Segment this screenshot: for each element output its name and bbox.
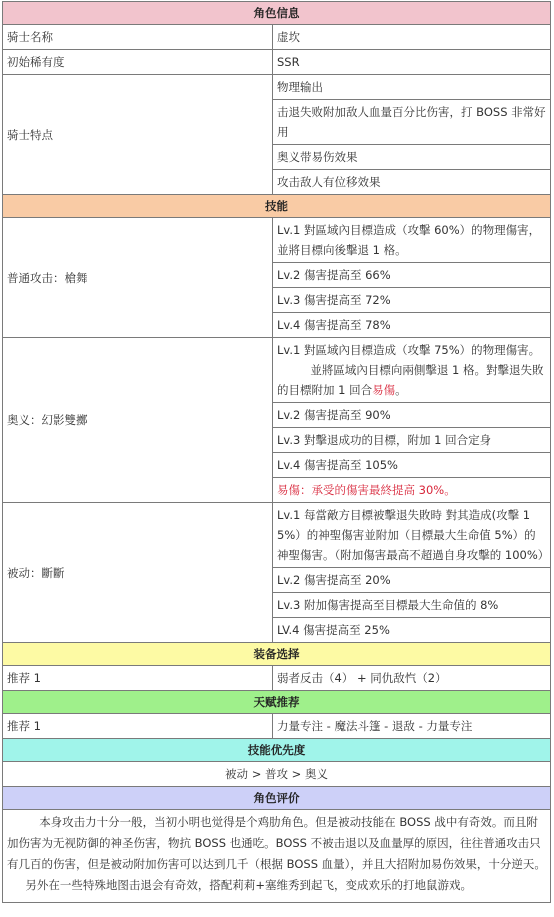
skill-level-row — [3, 338, 551, 403]
rarity-value: SSR — [273, 50, 551, 75]
character-guide-table — [2, 1, 551, 903]
section-title-talent: 天赋推荐 — [3, 691, 551, 714]
talent-value: 力量专注 - 魔法斗篷 - 退敌 - 力量专注 — [273, 714, 551, 739]
ultimate-lv1-end: 。 — [395, 383, 407, 397]
row-knight-name — [3, 25, 551, 50]
section-title-priority: 技能优先度 — [3, 739, 551, 762]
skill-level: Lv.3 傷害提高至 72% — [273, 288, 551, 313]
trait-item: 击退失败附加敌人血量百分比伤害，打 BOSS 非常好用 — [273, 100, 551, 145]
vulnerable-note: 易傷：承受的傷害最終提高 30%。 — [273, 478, 551, 503]
skill-level: Lv.4 傷害提高至 105% — [273, 453, 551, 478]
ultimate-lv1-line2: 並將區域內目標向兩側擊退 1 格。對擊退失敗的目標附加 1 回合 — [277, 363, 544, 397]
knight-name-label: 骑士名称 — [3, 25, 273, 50]
trait-item: 奥义带易伤效果 — [273, 145, 551, 170]
skill-name-normal-attack: 普通攻击：槍舞 — [3, 218, 273, 338]
skill-level: LV.4 傷害提高至 25% — [273, 618, 551, 643]
traits-label: 骑士特点 — [3, 75, 273, 195]
section-title-equipment: 装备选择 — [3, 643, 551, 666]
section-header-talent — [3, 691, 551, 714]
section-header-evaluation — [3, 787, 551, 810]
skill-name-ultimate: 奥义：幻影雙擲 — [3, 338, 273, 503]
section-header-priority — [3, 739, 551, 762]
skill-level: Lv.3 附加傷害提高至目標最大生命值的 8% — [273, 593, 551, 618]
skill-level: Lv.1 每當敵方目標被擊退失敗時 對其造成(攻擊 15%）的神聖傷害並附加（目標最大生命值 5%）的神聖傷害。（附加傷害最高不超過自身攻擊的 100%） — [273, 503, 551, 568]
skill-level — [273, 338, 551, 403]
section-header-info — [3, 2, 551, 25]
vulnerable-keyword: 易傷 — [372, 383, 396, 397]
skill-level: Lv.4 傷害提高至 78% — [273, 313, 551, 338]
rarity-label: 初始稀有度 — [3, 50, 273, 75]
trait-item: 攻击敌人有位移效果 — [273, 170, 551, 195]
skill-level: Lv.2 傷害提高至 66% — [273, 263, 551, 288]
section-title-info: 角色信息 — [3, 2, 551, 25]
row-equipment — [3, 666, 551, 691]
knight-name-value: 虚坎 — [273, 25, 551, 50]
skill-level: Lv.3 對擊退成功的目標，附加 1 回合定身 — [273, 428, 551, 453]
talent-label: 推荐 1 — [3, 714, 273, 739]
row-evaluation — [3, 810, 551, 903]
equipment-label: 推荐 1 — [3, 666, 273, 691]
skill-name-passive: 被动：斷斷 — [3, 503, 273, 643]
row-priority — [3, 762, 551, 787]
ultimate-lv1-line1: Lv.1 對區域內目標造成（攻擊 75%）的物理傷害。 — [277, 343, 541, 357]
skill-level-row — [3, 218, 551, 263]
skill-level: Lv.1 對區域內目標造成（攻擊 60%）的物理傷害，並將目標向後擊退 1 格。 — [273, 218, 551, 263]
evaluation-text — [3, 810, 551, 903]
section-header-equipment — [3, 643, 551, 666]
skill-level: Lv.2 傷害提高至 20% — [273, 568, 551, 593]
row-talent — [3, 714, 551, 739]
skill-level: Lv.2 傷害提高至 90% — [273, 403, 551, 428]
equipment-value: 弱者反击（4） + 同仇敌忾（2） — [273, 666, 551, 691]
section-title-evaluation: 角色评价 — [3, 787, 551, 810]
trait-item: 物理输出 — [273, 75, 551, 100]
section-title-skills: 技能 — [3, 195, 551, 218]
row-trait — [3, 75, 551, 100]
priority-value: 被动 > 普攻 > 奥义 — [3, 762, 551, 787]
evaluation-paragraph: 本身攻击力十分一般，当初小明也觉得是个鸡肋角色。但是被动技能在 BOSS 战中有奇效。而且附加伤害为无视防御的神圣伤害，物抗 BOSS 也通吃。BOSS 不被击退以及血量厚的原因，往往普通攻击只有几百的伤害，但是被动附加伤害可以达到几千（根据 BOSS 血量），并且大招附加易伤效果，十分逆天。 — [7, 815, 546, 871]
section-header-skills — [3, 195, 551, 218]
row-rarity — [3, 50, 551, 75]
evaluation-paragraph: 另外在一些特殊地图击退会有奇效，搭配莉莉+塞维秀到起飞，变成欢乐的打地鼠游戏。 — [25, 878, 473, 892]
skill-level-row — [3, 503, 551, 568]
